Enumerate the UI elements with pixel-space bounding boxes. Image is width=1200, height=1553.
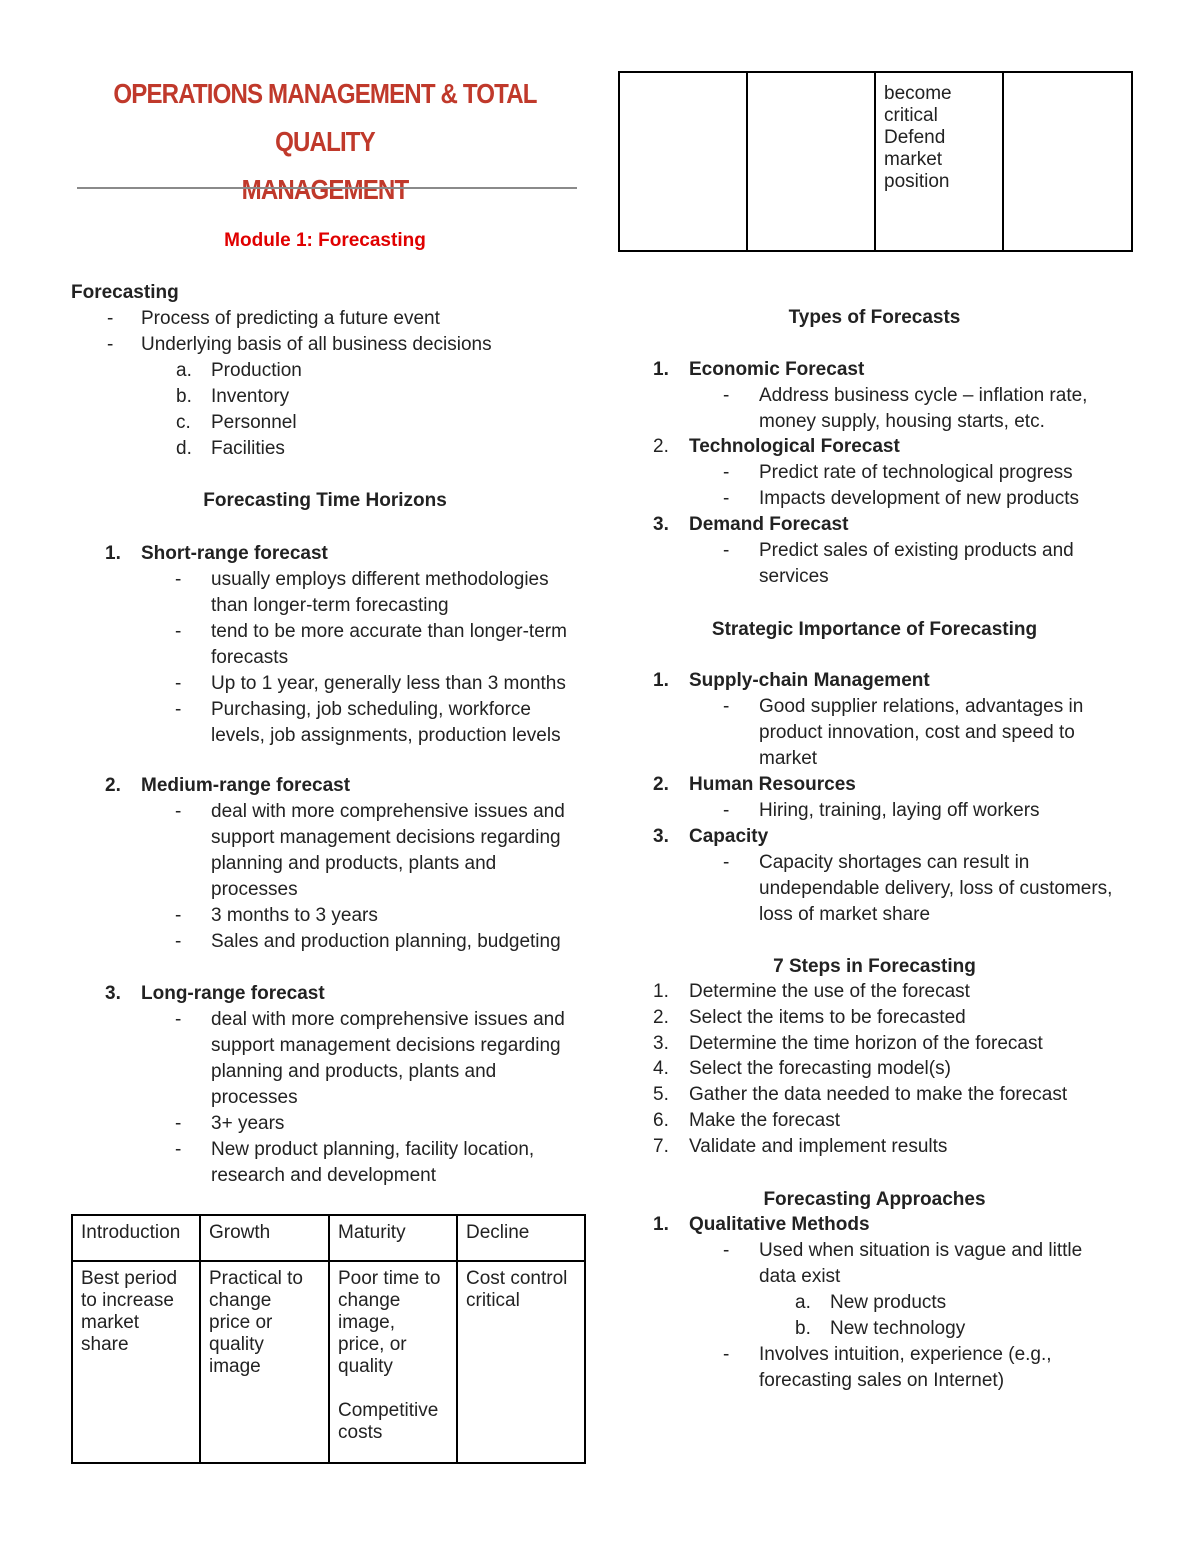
bullet-text: 3 months to 3 years: [211, 905, 378, 926]
bullet-text: usually employs different methodologies: [211, 569, 549, 590]
bullet-dash: -: [723, 852, 730, 873]
cell-line: to increase: [81, 1290, 174, 1311]
subsection-title: Supply-chain Management: [689, 670, 930, 691]
cell-line: critical: [466, 1290, 520, 1311]
cell-line: Best period: [81, 1268, 178, 1289]
cell-line: share: [81, 1334, 129, 1355]
table-cell: [329, 1261, 457, 1463]
bullet-dash: -: [175, 699, 182, 720]
bullet-text: Used when situation is vague and little: [759, 1240, 1083, 1261]
cell-line: Competitive: [338, 1400, 439, 1421]
bullet-dash: -: [723, 540, 730, 561]
bullet-dash: -: [175, 621, 182, 642]
table-cell: [747, 72, 875, 251]
bullet-text: Good supplier relations, advantages in: [759, 696, 1084, 717]
bullet-text: Sales and production planning, budgeting: [211, 931, 561, 952]
table-header-cell: Maturity: [329, 1215, 457, 1261]
bullet-dash: -: [175, 931, 182, 952]
cell-line: Defend: [884, 127, 946, 148]
table-header-row: [72, 1215, 585, 1261]
bullet-text: Underlying basis of all business decisions: [141, 334, 492, 355]
step-text: Gather the data needed to make the forecast: [689, 1084, 1068, 1106]
cell-line: quality: [209, 1334, 264, 1355]
bullet-text: Capacity shortages can result in: [759, 852, 1030, 873]
bullet-text: Involves intuition, experience (e.g.,: [759, 1344, 1052, 1365]
bullet-text: product innovation, cost and speed to: [759, 722, 1075, 743]
bullet-text: support management decisions regarding: [211, 827, 561, 848]
bullet-text: loss of market share: [759, 904, 931, 925]
list-number: 3.: [653, 826, 669, 847]
list-item: Inventory: [211, 386, 290, 407]
section-heading: Forecasting Approaches: [763, 1189, 986, 1210]
bullet-dash: -: [723, 1344, 730, 1365]
bullet-text: planning and products, plants and: [211, 1061, 497, 1082]
bullet-dash: -: [723, 800, 730, 821]
table-cell: [875, 72, 1003, 251]
bullet-text: Purchasing, job scheduling, workforce: [211, 699, 532, 720]
table-row: [72, 1261, 585, 1463]
list-marker: b.: [795, 1318, 811, 1339]
list-number: 3.: [105, 983, 121, 1004]
bullet-dash: -: [723, 462, 730, 483]
list-number: 3.: [653, 514, 669, 535]
cell-line: market: [81, 1312, 140, 1333]
bullet-dash: -: [723, 696, 730, 717]
list-marker: b.: [176, 386, 192, 407]
subsection-title: Technological Forecast: [689, 436, 900, 457]
subsection-title: Human Resources: [689, 774, 856, 795]
table-cell: [619, 72, 747, 251]
bullet-text: support management decisions regarding: [211, 1035, 561, 1056]
list-item: New technology: [830, 1318, 966, 1339]
list-item: New products: [830, 1292, 947, 1313]
table-cell: [200, 1261, 329, 1463]
subsection-title: Demand Forecast: [689, 514, 849, 535]
bullet-dash: -: [107, 308, 114, 329]
bullet-dash: -: [107, 334, 114, 355]
step-text: Select the forecasting model(s): [689, 1058, 951, 1080]
bullet-text: undependable delivery, loss of customers,: [759, 878, 1113, 899]
section-heading: Forecasting: [71, 282, 179, 303]
table-header-cell: Introduction: [72, 1215, 200, 1261]
subsection-title: Long-range forecast: [141, 983, 325, 1004]
subsection-title: Economic Forecast: [689, 359, 865, 380]
subsection-title: Short-range forecast: [141, 543, 328, 564]
bullet-dash: -: [723, 385, 730, 406]
bullet-dash: -: [175, 1139, 182, 1160]
cell-line: market: [884, 149, 943, 170]
cell-line: price, or: [338, 1334, 407, 1355]
bullet-text: planning and products, plants and: [211, 853, 497, 874]
table-cell: [1003, 72, 1132, 251]
subsection-title: Medium-range forecast: [141, 775, 351, 796]
bullet-text: research and development: [211, 1165, 436, 1186]
section-heading: Strategic Importance of Forecasting: [711, 619, 1038, 640]
bullet-dash: -: [723, 1240, 730, 1261]
bullet-text: processes: [211, 1087, 298, 1108]
bullet-text: market: [759, 748, 818, 769]
bullet-text: Up to 1 year, generally less than 3 months: [211, 673, 566, 694]
cell-line: change: [209, 1290, 272, 1311]
step-number: 6.: [653, 1110, 669, 1131]
list-number: 1.: [653, 670, 669, 691]
step-text: Make the forecast: [689, 1110, 841, 1131]
step-text: Select the items to be forecasted: [689, 1006, 966, 1028]
section-heading: Forecasting Time Horizons: [203, 490, 447, 511]
cell-line: image: [209, 1356, 261, 1377]
cell-line: critical: [884, 105, 938, 126]
list-number: 2.: [653, 774, 669, 795]
step-text: Validate and implement results: [689, 1135, 948, 1157]
bullet-dash: -: [175, 1009, 182, 1030]
cell-line: Practical to: [209, 1268, 303, 1289]
cell-line: image,: [338, 1312, 396, 1333]
table-header-cell: Decline: [457, 1215, 585, 1261]
list-marker: c.: [176, 412, 191, 433]
table-cell: [72, 1261, 200, 1463]
list-item: Production: [211, 360, 302, 381]
bullet-text: deal with more comprehensive issues and: [211, 1009, 565, 1030]
table-cell: [457, 1261, 585, 1463]
list-number: 2.: [105, 775, 121, 796]
table-header-cell: Growth: [200, 1215, 329, 1261]
bullet-text: Process of predicting a future event: [141, 308, 440, 329]
step-number: 3.: [653, 1032, 669, 1054]
list-marker: d.: [176, 438, 192, 459]
step-number: 7.: [653, 1135, 669, 1157]
cell-line: Poor time to: [338, 1268, 441, 1289]
bullet-text: deal with more comprehensive issues and: [211, 801, 565, 822]
list-item: Personnel: [211, 412, 297, 433]
module-heading: Module 1: Forecasting: [224, 230, 426, 251]
bullet-text: 3+ years: [211, 1113, 285, 1134]
product-lifecycle-table: [71, 1214, 586, 1464]
bullet-dash: -: [175, 1113, 182, 1134]
step-text: Determine the time horizon of the forecast: [689, 1032, 1043, 1054]
list-number: 1.: [653, 1214, 669, 1235]
cell-line: quality: [338, 1356, 393, 1377]
list-number: 2.: [653, 436, 669, 457]
bullet-text: Impacts development of new products: [759, 488, 1080, 509]
bullet-text: than longer-term forecasting: [211, 595, 449, 616]
bullet-dash: -: [175, 569, 182, 590]
cell-line: become: [884, 83, 952, 104]
bullet-text: Address business cycle – inflation rate,: [759, 385, 1088, 406]
bullet-text: forecasts: [211, 647, 289, 668]
step-number: 1.: [653, 981, 669, 1002]
cell-line: costs: [338, 1422, 383, 1443]
title-divider: [77, 187, 577, 189]
cell-line: price or: [209, 1312, 273, 1333]
bullet-text: Predict rate of technological progress: [759, 462, 1073, 483]
lifecycle-table-continued: [618, 71, 1133, 252]
cell-line: change: [338, 1290, 401, 1311]
list-marker: a.: [176, 360, 192, 381]
cell-line: [338, 1378, 448, 1400]
bullet-text: services: [759, 566, 829, 587]
bullet-text: levels, job assignments, production levels: [211, 725, 561, 746]
step-text: Determine the use of the forecast: [689, 981, 970, 1002]
bullet-dash: -: [175, 801, 182, 822]
bullet-text: forecasting sales on Internet): [759, 1370, 1005, 1391]
bullet-text: money supply, housing starts, etc.: [759, 411, 1045, 432]
list-item: Facilities: [211, 438, 285, 459]
step-number: 2.: [653, 1006, 669, 1028]
step-number: 5.: [653, 1084, 669, 1106]
subsection-title: Capacity: [689, 826, 769, 847]
bullet-text: tend to be more accurate than longer-term: [211, 621, 567, 642]
table-row: [619, 72, 1132, 251]
document-title: OPERATIONS MANAGEMENT & TOTAL QUALITY MANAGEMENT: [113, 78, 537, 205]
bullet-dash: -: [175, 905, 182, 926]
bullet-dash: -: [175, 673, 182, 694]
bullet-text: Predict sales of existing products and: [759, 540, 1074, 561]
step-number: 4.: [653, 1058, 669, 1080]
bullet-text: data exist: [759, 1266, 841, 1287]
bullet-dash: -: [723, 488, 730, 509]
list-number: 1.: [105, 543, 121, 564]
list-number: 1.: [653, 359, 669, 380]
section-heading: 7 Steps in Forecasting: [773, 956, 976, 977]
list-marker: a.: [795, 1292, 811, 1313]
section-heading: Types of Forecasts: [788, 307, 961, 328]
bullet-text: Hiring, training, laying off workers: [759, 800, 1040, 821]
cell-line: Cost control: [466, 1268, 568, 1289]
cell-line: position: [884, 171, 950, 192]
bullet-text: processes: [211, 879, 298, 900]
bullet-text: New product planning, facility location,: [211, 1139, 535, 1160]
subsection-title: Qualitative Methods: [689, 1214, 870, 1235]
